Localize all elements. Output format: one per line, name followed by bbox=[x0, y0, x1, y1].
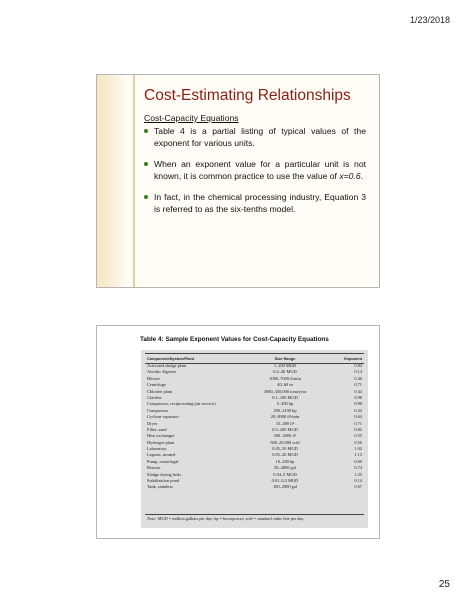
cell-exponent: 0.82 bbox=[354, 426, 362, 432]
cell-component: Heat exchanger bbox=[147, 433, 175, 439]
cell-component: Stabilization pond bbox=[147, 478, 180, 484]
cell-component: Reactor bbox=[147, 465, 161, 471]
slide-cost-estimating bbox=[96, 74, 380, 288]
bullet-text: When an exponent value for a particular unit is not known, it is common practice to use the value of bbox=[154, 158, 366, 182]
cell-component: Hydrogen plant bbox=[147, 439, 175, 445]
bullet-item bbox=[144, 125, 366, 150]
cell-size-range: 0.2–40 MGD bbox=[273, 369, 297, 375]
cell-exponent: 0.32 bbox=[354, 407, 362, 413]
cell-component: Lagoon, aerated bbox=[147, 452, 176, 458]
cell-exponent: 0.74 bbox=[354, 465, 362, 471]
cell-component: Compressor, reciprocating (air service) bbox=[147, 401, 216, 407]
slide-decoration-line bbox=[133, 75, 135, 287]
date-label: 1/23/2018 bbox=[409, 15, 450, 25]
cell-size-range: 0.04–5 MGD bbox=[273, 471, 297, 477]
cell-exponent: 0.55 bbox=[354, 433, 362, 439]
cell-size-range: 0.01–0.2 MGD bbox=[271, 478, 299, 484]
cell-size-range: 10–200 hp bbox=[275, 458, 295, 464]
cell-exponent: 1.13 bbox=[354, 452, 362, 458]
cell-component: Clarifier bbox=[147, 394, 162, 400]
cell-exponent: 0.14 bbox=[354, 369, 362, 375]
header-size-range: Size Range bbox=[274, 356, 296, 361]
cell-exponent: 0.44 bbox=[354, 388, 362, 394]
note-label: Note: bbox=[147, 516, 157, 521]
cell-size-range: 3000–350,000 tons/year bbox=[263, 388, 307, 394]
cell-exponent: 0.14 bbox=[354, 478, 362, 484]
cell-size-range: 0.5–200 MGD bbox=[272, 426, 298, 432]
cell-size-range: 0.05–20 MGD bbox=[272, 452, 298, 458]
cell-exponent: 1.35 bbox=[354, 471, 362, 477]
table-body bbox=[145, 363, 364, 491]
cell-component: Compressor bbox=[147, 407, 169, 413]
cell-exponent: 0.90 bbox=[354, 401, 362, 407]
slide-body bbox=[144, 113, 366, 223]
cell-exponent: 0.46 bbox=[354, 375, 362, 381]
cell-exponent: 0.67 bbox=[354, 484, 362, 490]
cell-size-range: 20–8000 ft³/min bbox=[270, 414, 300, 420]
header-component: Component/System/Plant bbox=[147, 356, 195, 361]
table-note bbox=[147, 516, 304, 521]
cell-size-range: 200–2100 hp bbox=[273, 407, 297, 413]
cell-component: Dryer bbox=[147, 420, 158, 426]
cell-size-range: 40–60 in bbox=[277, 382, 293, 388]
cell-size-range: 0.1–100 MGD bbox=[272, 394, 298, 400]
cell-component: Sludge drying beds bbox=[147, 471, 181, 477]
bullet-text: In fact, in the chemical processing industry, Equation 3 is referred to as the six-tenths model. bbox=[154, 191, 366, 215]
bullet-text: Table 4 is a partial listing of typical values of the exponent for various units. bbox=[154, 126, 366, 149]
bullet-emphasis: x=0.6 bbox=[339, 171, 361, 182]
cell-component: Pump, centrifugal bbox=[147, 458, 179, 464]
header-exponent: Exponent bbox=[344, 356, 362, 361]
cell-component: Filter, sand bbox=[147, 426, 167, 432]
cell-size-range: 50–4000 gal bbox=[274, 465, 296, 471]
cell-size-range: 15–400 ft² bbox=[275, 420, 295, 426]
cell-exponent: 0.64 bbox=[354, 414, 362, 420]
exponent-table bbox=[141, 350, 368, 528]
bullet-item bbox=[144, 158, 366, 183]
cell-component: Blower bbox=[147, 375, 160, 381]
slide-title: Cost-Estimating Relationships bbox=[144, 87, 351, 104]
cell-component: Aerobic digester bbox=[147, 369, 177, 375]
bullet-text-end: . bbox=[360, 171, 363, 182]
cell-component: Activated sludge plant bbox=[147, 363, 187, 368]
cell-component: Centrifuge bbox=[147, 382, 166, 388]
page-number: 25 bbox=[438, 579, 450, 590]
cell-exponent: 0.69 bbox=[354, 458, 362, 464]
table-caption: Table 4: Sample Exponent Values for Cost-Capacity Equations bbox=[140, 336, 329, 343]
bullet-dot-icon bbox=[144, 129, 148, 133]
cell-component: Laboratory bbox=[147, 446, 167, 452]
cell-exponent: 1.02 bbox=[354, 446, 362, 452]
slide-exponent-table bbox=[96, 325, 380, 539]
cell-exponent: 0.98 bbox=[354, 394, 362, 400]
cell-size-range: 1000–7000 ft/min bbox=[269, 375, 301, 381]
cell-component: Tank, stainless bbox=[147, 484, 173, 490]
cell-size-range: 500–20,000 scfd bbox=[270, 439, 300, 445]
bullet-dot-icon bbox=[144, 195, 148, 199]
table-row bbox=[145, 484, 364, 490]
table-bottom-rule bbox=[145, 514, 364, 515]
bullet-item bbox=[144, 191, 366, 216]
cell-exponent: 0.84 bbox=[354, 363, 362, 368]
cell-size-range: 500–3000 ft² bbox=[273, 433, 297, 439]
note-text: MGD = million gallons per day; hp = horsepower; scfd = standard cubic feet per day. bbox=[156, 516, 305, 521]
cell-component: Cyclone separator bbox=[147, 414, 179, 420]
cell-size-range: 0.05–50 MGD bbox=[272, 446, 298, 452]
cell-exponent: 0.71 bbox=[354, 382, 362, 388]
cell-component: Chlorine plant bbox=[147, 388, 173, 394]
cell-exponent: 0.71 bbox=[354, 420, 362, 426]
cell-size-range: 1–100 MGD bbox=[273, 363, 297, 368]
bullet-dot-icon bbox=[144, 162, 148, 166]
slide-decoration-stripe bbox=[97, 75, 127, 287]
cell-size-range: 5–300 hp bbox=[276, 401, 294, 407]
cell-exponent: 0.56 bbox=[354, 439, 362, 445]
slide-subtitle: Cost-Capacity Equations bbox=[144, 113, 239, 123]
cell-size-range: 100–2000 gal bbox=[272, 484, 298, 490]
